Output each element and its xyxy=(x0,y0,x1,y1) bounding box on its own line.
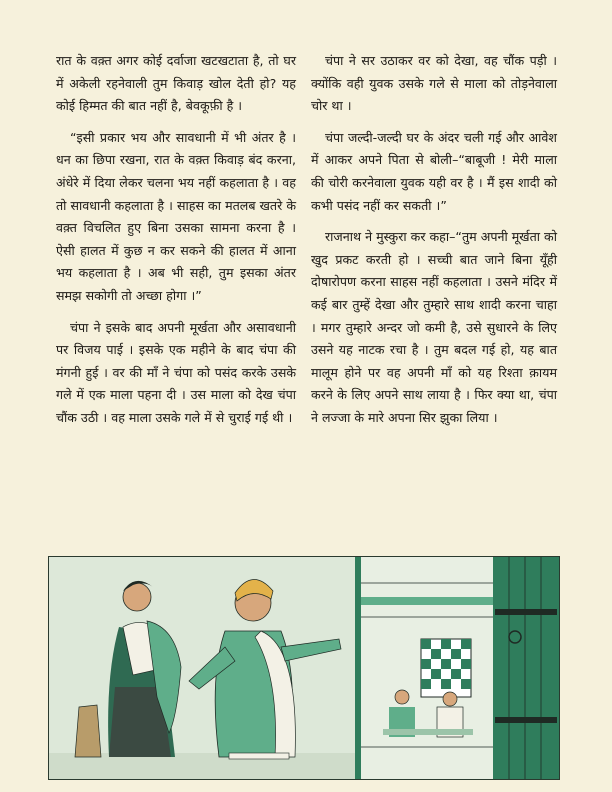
paragraph: “इसी प्रकार भय और सावधानी में भी अंतर है । धन का छिपा रखना, रात के वक़्त किवाड़ बंद करना, अंधेरे में दिया लेकर चलना भय नहीं कहलाता है । वह तो सावधानी कहलाता है । साहस का मतलब खतरे के वक़्त विचलित हुए बिना उसका सामना करना है । ऐसी हालत में कुछ न कर सकने की हालत में आना भय कहलाता है । अब भी सही, तुम इसका अंतर समझ सकोगी तो अच्छा होगा ।” xyxy=(56,129,296,303)
paragraph: चंपा ने इसके बाद अपनी मूर्खता और असावधानी पर विजय पाई । इसके एक महीने के बाद चंपा की मंगनी हुई । वर की माँ ने चंपा को पसंद करके उसके गले में एक माला पहना दी । उस माला को देख चंपा चौंक उठी । वह माला उसके गले में से चुराई गई थी । xyxy=(56,319,296,425)
right-text-column xyxy=(311,50,557,439)
checkered-window-icon xyxy=(421,639,471,697)
green-door xyxy=(493,557,559,779)
paragraph: राजनाथ ने मुस्कुरा कर कहा–“तुम अपनी मूर्खता को खुद प्रकट करती हो । सच्ची बात जाने बिना यूँही दोषारोपण करना साहस नहीं कहलाता । उसने मंदिर में कई बार तुम्हें देखा और तुम्हारे साथ शादी करना चाहा । मगर तुम्हारे अन्दर जो कमी है, उसे सुधारने के लिए उसने यह नाटक रचा है । तुम बदल गई हो, यह बात मालूम होने पर वह अपनी माँ को यह रिश्ता क़ायम करने के लिए अपने साथ लाया है । फिर क्या था, चंपा ने लज्जा के मारे अपना सिर झुका लिया । xyxy=(311,229,557,425)
paragraph: चंपा जल्दी-जल्दी घर के अंदर चली गई और आवेश में आकर अपने पिता से बोली–“बाबूजी ! मेरी माला की चोरी करनेवाला युवक यही वर है । मैं इस शादी को कभी पसंद नहीं कर सकती ।” xyxy=(311,129,557,213)
water-pot-icon xyxy=(75,705,101,757)
paragraph: रात के वक़्त अगर कोई दर्वाजा खटखटाता है, तो घर में अकेली रहनेवाली तुम किवाड़ खोल देती हो? यह कोई हिम्मत की बात नहीं है, बेवकूफ़ी है । xyxy=(56,53,296,114)
illustration-scene xyxy=(49,557,559,779)
story-illustration xyxy=(48,556,560,780)
inner-room xyxy=(355,557,493,779)
paragraph: चंपा ने सर उठाकर वर को देखा, वह चौंक पड़ी । क्योंकि वही युवक उसके गले से माला को तोड़नेवाला चोर था । xyxy=(311,53,557,114)
left-text-column xyxy=(56,50,296,439)
